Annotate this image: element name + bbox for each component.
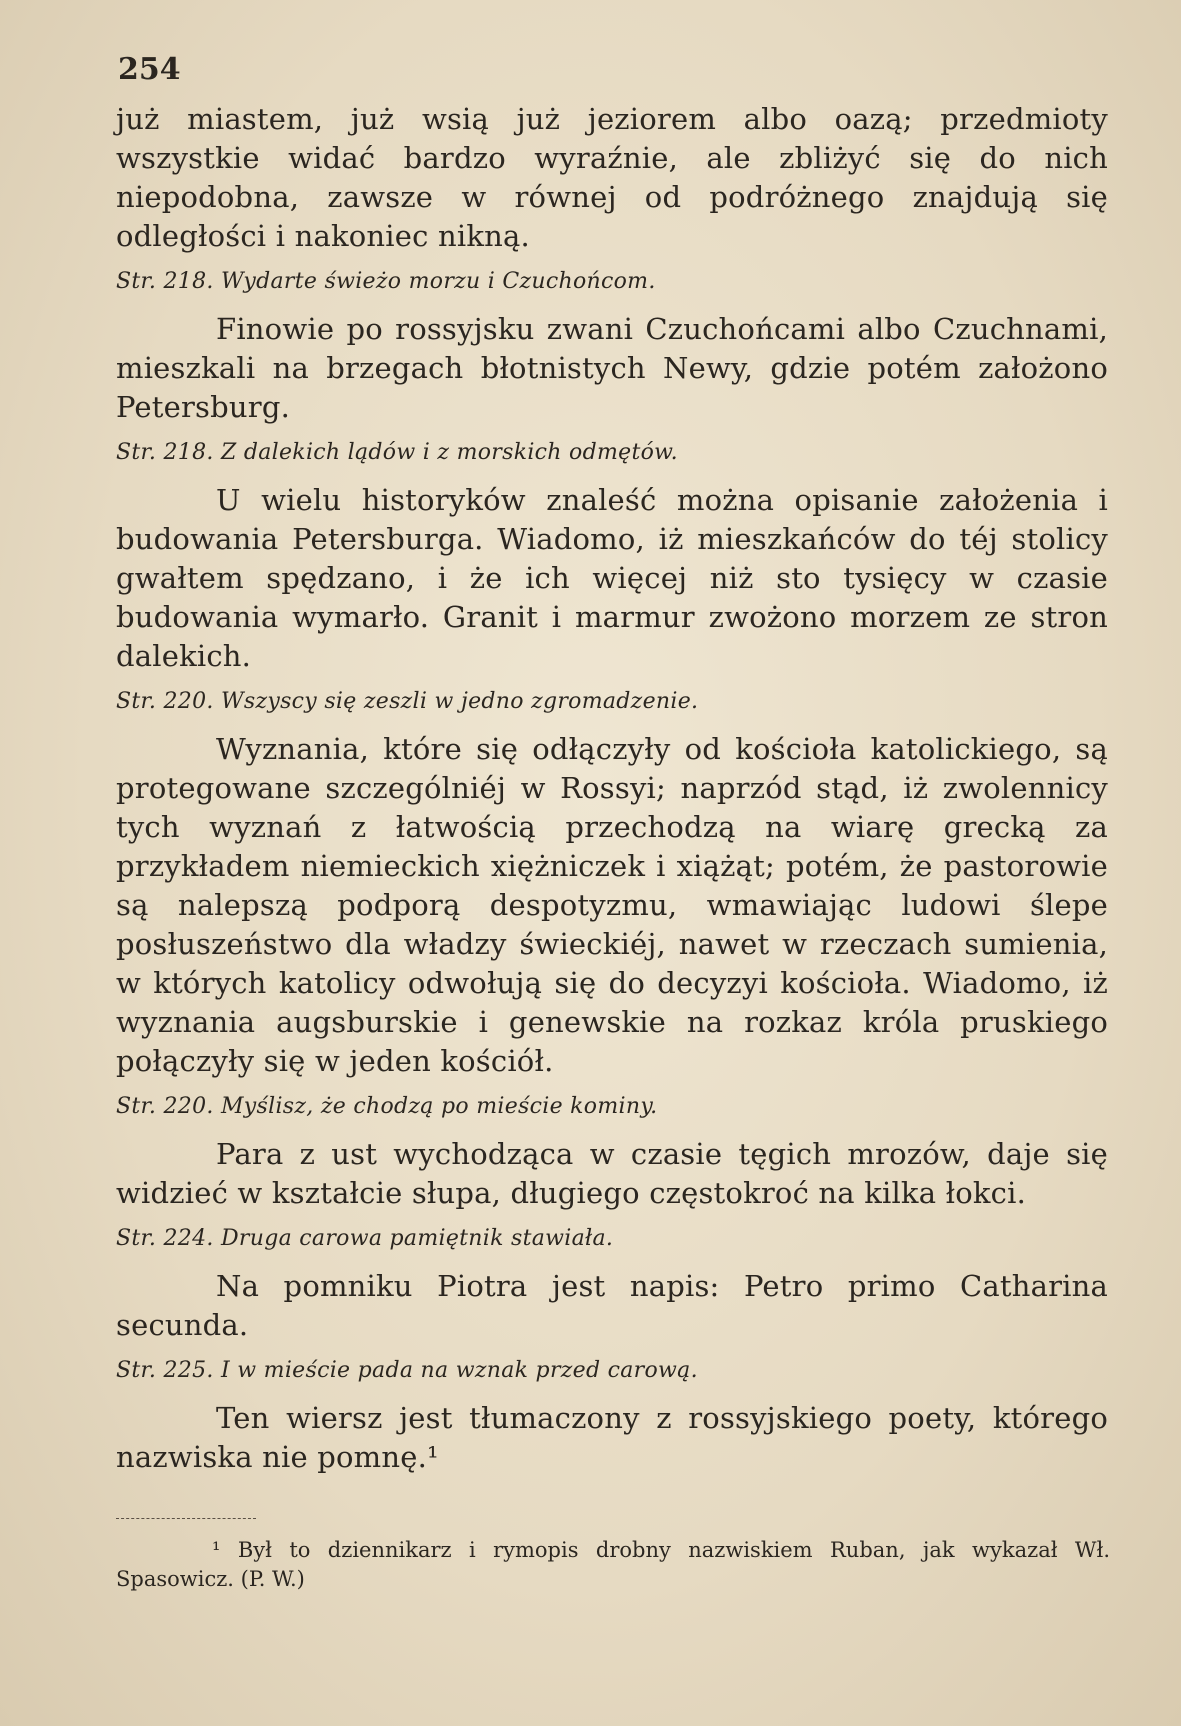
note-heading: Str. 220. Wszyscy się zeszli w jedno zgromadzenie.	[116, 689, 699, 714]
paragraph: Na pomniku Piotra jest napis: Petro primo Catharina secunda.	[116, 1269, 1108, 1342]
note-heading: Str. 220. Myślisz, że chodzą po mieście kominy.	[116, 1094, 658, 1119]
page-number: 254	[118, 52, 181, 87]
paragraph: Para z ust wychodząca w czasie tęgich mrozów, daje się widzieć w kształcie słupa, długiego częstokroć na kilka łokci.	[116, 1137, 1108, 1210]
body-text	[116, 100, 1108, 1477]
footnote-mark: ¹	[212, 1538, 221, 1562]
paragraph: Finowie po rossyjsku zwani Czuchońcami albo Czuchnami, mieszkali na brzegach błotnistych Newy, gdzie potém założono Petersburg.	[116, 312, 1108, 424]
paragraph: Wyznania, które się odłączyły od kościoła katolickiego, są protegowane szczególniéj w Rossyi; naprzód stąd, iż zwolennicy tych wyznań z łatwością przechodzą na wiarę grecką za przykładem niemieckich xiężniczek i xiążąt; potém, że pastorowie są nalepszą podporą despotyzmu, wmawiając ludowi ślepe posłuszeństwo dla władzy świeckiéj, nawet w rzeczach sumienia, w których katolicy odwołują się do decyzyi kościoła. Wiadomo, iż wyznania augsburskie i genewskie na rozkaz króla pruskiego połączyły się w jeden kościół.	[116, 732, 1108, 1078]
note-heading: Str. 218. Z dalekich lądów i z morskich odmętów.	[116, 440, 678, 465]
paragraph: już miastem, już wsią już jeziorem albo oazą; przedmioty wszystkie widać bardzo wyraźnie, ale zbliżyć się do nich niepodobna, zawsze w równej od podróżnego znajdują się odległości i nakoniec nikną.	[116, 102, 1108, 253]
footnote-text: Był to dziennikarz i rymopis drobny nazwiskiem Ruban, jak wykazał Wł. Spasowicz. (P. W.)	[116, 1538, 1110, 1591]
footnote	[116, 1536, 1110, 1594]
paragraph: U wielu historyków znaleść można opisanie założenia i budowania Petersburga. Wiadomo, iż mieszkańców do téj stolicy gwałtem spędzano, i że ich więcej niż sto tysięcy w czasie budowania wymarło. Granit i marmur zwożono morzem ze stron dalekich.	[116, 483, 1108, 673]
note-heading: Str. 225. I w mieście pada na wznak przed carową.	[116, 1358, 698, 1383]
note-heading: Str. 218. Wydarte świeżo morzu i Czuchońcom.	[116, 269, 656, 294]
footnote-divider	[116, 1518, 256, 1519]
paragraph: Ten wiersz jest tłumaczony z rossyjskiego poety, którego nazwiska nie pomnę.¹	[116, 1401, 1108, 1474]
note-heading: Str. 224. Druga carowa pamiętnik stawiała.	[116, 1226, 614, 1251]
